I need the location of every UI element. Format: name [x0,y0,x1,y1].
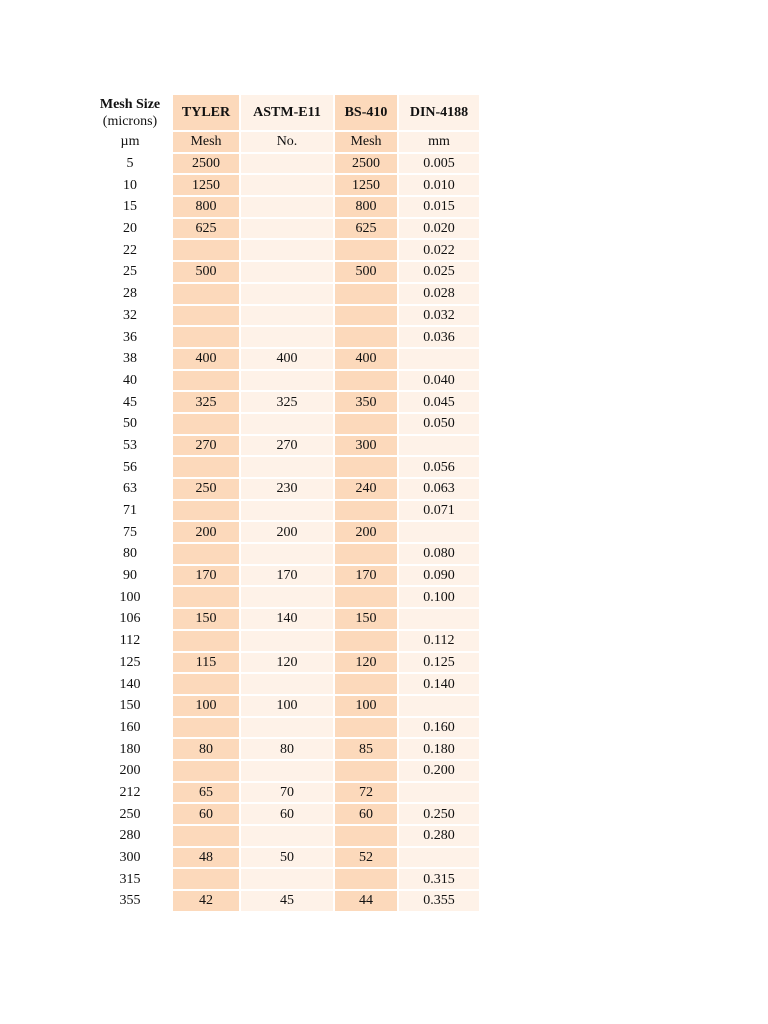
cell-astm [241,175,335,197]
cell-astm [241,869,335,891]
cell-microns: 15 [87,197,173,219]
table-row [87,284,479,306]
cell-astm [241,587,335,609]
cell-astm: 200 [241,522,335,544]
table-row [87,371,479,393]
cell-din [399,436,479,458]
cell-tyler [173,631,241,653]
cell-microns: 71 [87,501,173,523]
cell-astm [241,414,335,436]
cell-bs: 240 [335,479,399,501]
unit-bs: Mesh [335,132,399,154]
table-row [87,436,479,458]
cell-astm [241,262,335,284]
cell-microns: 22 [87,240,173,262]
cell-din: 0.125 [399,653,479,675]
cell-tyler [173,284,241,306]
cell-astm: 120 [241,653,335,675]
table-row [87,718,479,740]
header-mesh-size [87,95,173,132]
cell-bs: 100 [335,696,399,718]
cell-microns: 180 [87,739,173,761]
header-bs-410: BS-410 [335,95,399,132]
table-row [87,848,479,870]
cell-microns: 100 [87,587,173,609]
table-row [87,631,479,653]
cell-tyler: 270 [173,436,241,458]
table-row [87,783,479,805]
table-row [87,414,479,436]
cell-astm: 270 [241,436,335,458]
cell-tyler [173,457,241,479]
cell-tyler [173,306,241,328]
cell-din: 0.355 [399,891,479,913]
cell-bs: 500 [335,262,399,284]
cell-microns: 80 [87,544,173,566]
cell-din: 0.100 [399,587,479,609]
cell-tyler: 250 [173,479,241,501]
cell-bs: 44 [335,891,399,913]
cell-microns: 106 [87,609,173,631]
cell-din: 0.200 [399,761,479,783]
cell-tyler [173,718,241,740]
cell-din [399,696,479,718]
cell-din: 0.025 [399,262,479,284]
cell-din: 0.280 [399,826,479,848]
cell-tyler [173,240,241,262]
cell-astm: 140 [241,609,335,631]
cell-tyler [173,761,241,783]
cell-din: 0.032 [399,306,479,328]
cell-tyler: 625 [173,219,241,241]
table-row [87,457,479,479]
cell-tyler: 42 [173,891,241,913]
cell-astm: 70 [241,783,335,805]
cell-bs: 120 [335,653,399,675]
cell-din: 0.063 [399,479,479,501]
cell-astm: 325 [241,392,335,414]
cell-bs: 400 [335,349,399,371]
table-row [87,522,479,544]
cell-din: 0.020 [399,219,479,241]
cell-din: 0.180 [399,739,479,761]
cell-bs [335,327,399,349]
cell-astm [241,761,335,783]
cell-bs: 85 [335,739,399,761]
table-row [87,219,479,241]
cell-microns: 53 [87,436,173,458]
cell-bs [335,761,399,783]
cell-bs [335,544,399,566]
cell-microns: 355 [87,891,173,913]
unit-microns: µm [87,132,173,154]
cell-astm [241,197,335,219]
table-row [87,197,479,219]
cell-microns: 160 [87,718,173,740]
cell-tyler [173,501,241,523]
cell-bs: 800 [335,197,399,219]
cell-microns: 150 [87,696,173,718]
cell-bs: 52 [335,848,399,870]
cell-din: 0.015 [399,197,479,219]
cell-tyler: 100 [173,696,241,718]
cell-microns: 125 [87,653,173,675]
cell-microns: 5 [87,154,173,176]
cell-tyler: 48 [173,848,241,870]
cell-tyler [173,327,241,349]
cell-astm: 80 [241,739,335,761]
cell-din: 0.028 [399,284,479,306]
cell-din: 0.112 [399,631,479,653]
cell-bs [335,371,399,393]
cell-bs [335,306,399,328]
cell-din: 0.140 [399,674,479,696]
cell-microns: 36 [87,327,173,349]
cell-tyler: 200 [173,522,241,544]
cell-microns: 45 [87,392,173,414]
cell-din: 0.315 [399,869,479,891]
cell-tyler: 115 [173,653,241,675]
cell-tyler: 400 [173,349,241,371]
cell-astm: 400 [241,349,335,371]
table-row [87,544,479,566]
table-row [87,262,479,284]
cell-tyler: 60 [173,804,241,826]
cell-microns: 300 [87,848,173,870]
cell-microns: 140 [87,674,173,696]
cell-bs: 72 [335,783,399,805]
cell-astm [241,306,335,328]
cell-bs [335,240,399,262]
cell-microns: 56 [87,457,173,479]
table-row [87,869,479,891]
cell-din: 0.005 [399,154,479,176]
header-astm-e11: ASTM-E11 [241,95,335,132]
table-row [87,891,479,913]
cell-tyler [173,414,241,436]
cell-din: 0.090 [399,566,479,588]
cell-tyler: 500 [173,262,241,284]
header-mesh-size-label: Mesh Size [99,96,161,112]
cell-astm [241,219,335,241]
cell-microns: 25 [87,262,173,284]
cell-astm: 50 [241,848,335,870]
cell-microns: 90 [87,566,173,588]
table-row [87,609,479,631]
cell-astm [241,674,335,696]
cell-microns: 28 [87,284,173,306]
table-row [87,739,479,761]
header-tyler: TYLER [173,95,241,132]
cell-din: 0.071 [399,501,479,523]
cell-tyler [173,674,241,696]
cell-bs [335,869,399,891]
cell-din [399,848,479,870]
table-row [87,306,479,328]
cell-microns: 32 [87,306,173,328]
cell-tyler [173,826,241,848]
cell-bs: 300 [335,436,399,458]
cell-microns: 75 [87,522,173,544]
cell-din: 0.040 [399,371,479,393]
cell-microns: 63 [87,479,173,501]
cell-tyler [173,587,241,609]
cell-bs [335,718,399,740]
cell-microns: 200 [87,761,173,783]
cell-tyler [173,869,241,891]
cell-bs [335,674,399,696]
table-row [87,696,479,718]
cell-microns: 40 [87,371,173,393]
cell-din [399,522,479,544]
table-row [87,392,479,414]
table-row [87,240,479,262]
table-row [87,327,479,349]
cell-tyler: 170 [173,566,241,588]
cell-microns: 315 [87,869,173,891]
table-row [87,154,479,176]
cell-microns: 10 [87,175,173,197]
header-din-4188: DIN-4188 [399,95,479,132]
cell-microns: 250 [87,804,173,826]
cell-tyler: 1250 [173,175,241,197]
cell-astm: 100 [241,696,335,718]
table-row [87,587,479,609]
cell-astm: 170 [241,566,335,588]
cell-din: 0.250 [399,804,479,826]
cell-din: 0.036 [399,327,479,349]
cell-microns: 112 [87,631,173,653]
table-row [87,674,479,696]
cell-bs [335,587,399,609]
cell-din: 0.010 [399,175,479,197]
cell-bs [335,826,399,848]
cell-bs: 60 [335,804,399,826]
unit-din: mm [399,132,479,154]
cell-microns: 20 [87,219,173,241]
cell-bs [335,457,399,479]
cell-bs: 200 [335,522,399,544]
table-row [87,761,479,783]
unit-astm: No. [241,132,335,154]
cell-bs [335,501,399,523]
cell-bs: 170 [335,566,399,588]
table-row [87,479,479,501]
table-row [87,804,479,826]
cell-microns: 50 [87,414,173,436]
cell-bs [335,414,399,436]
table-row [87,349,479,371]
cell-din: 0.045 [399,392,479,414]
cell-astm: 45 [241,891,335,913]
cell-microns: 212 [87,783,173,805]
cell-din [399,609,479,631]
cell-astm [241,631,335,653]
cell-tyler: 65 [173,783,241,805]
cell-astm [241,718,335,740]
cell-tyler: 150 [173,609,241,631]
cell-tyler: 80 [173,739,241,761]
cell-bs [335,631,399,653]
cell-bs: 150 [335,609,399,631]
cell-astm [241,154,335,176]
cell-astm [241,457,335,479]
cell-din: 0.160 [399,718,479,740]
unit-row [87,132,479,154]
cell-astm [241,501,335,523]
cell-astm: 60 [241,804,335,826]
cell-tyler [173,544,241,566]
cell-tyler: 2500 [173,154,241,176]
cell-din: 0.056 [399,457,479,479]
cell-din [399,783,479,805]
cell-astm [241,327,335,349]
cell-astm [241,371,335,393]
table-row [87,501,479,523]
cell-astm: 230 [241,479,335,501]
cell-din: 0.022 [399,240,479,262]
cell-din [399,349,479,371]
cell-astm [241,826,335,848]
header-microns-label: (microns) [102,113,158,129]
table-row [87,566,479,588]
cell-bs: 625 [335,219,399,241]
cell-astm [241,544,335,566]
cell-bs: 2500 [335,154,399,176]
cell-microns: 280 [87,826,173,848]
cell-tyler [173,371,241,393]
cell-bs [335,284,399,306]
cell-bs: 350 [335,392,399,414]
cell-tyler: 325 [173,392,241,414]
table-row [87,653,479,675]
cell-astm [241,284,335,306]
cell-astm [241,240,335,262]
table-row [87,175,479,197]
mesh-size-table [87,95,479,913]
cell-bs: 1250 [335,175,399,197]
cell-tyler: 800 [173,197,241,219]
cell-din: 0.080 [399,544,479,566]
header-row [87,95,479,132]
cell-microns: 38 [87,349,173,371]
unit-tyler: Mesh [173,132,241,154]
table-row [87,826,479,848]
cell-din: 0.050 [399,414,479,436]
